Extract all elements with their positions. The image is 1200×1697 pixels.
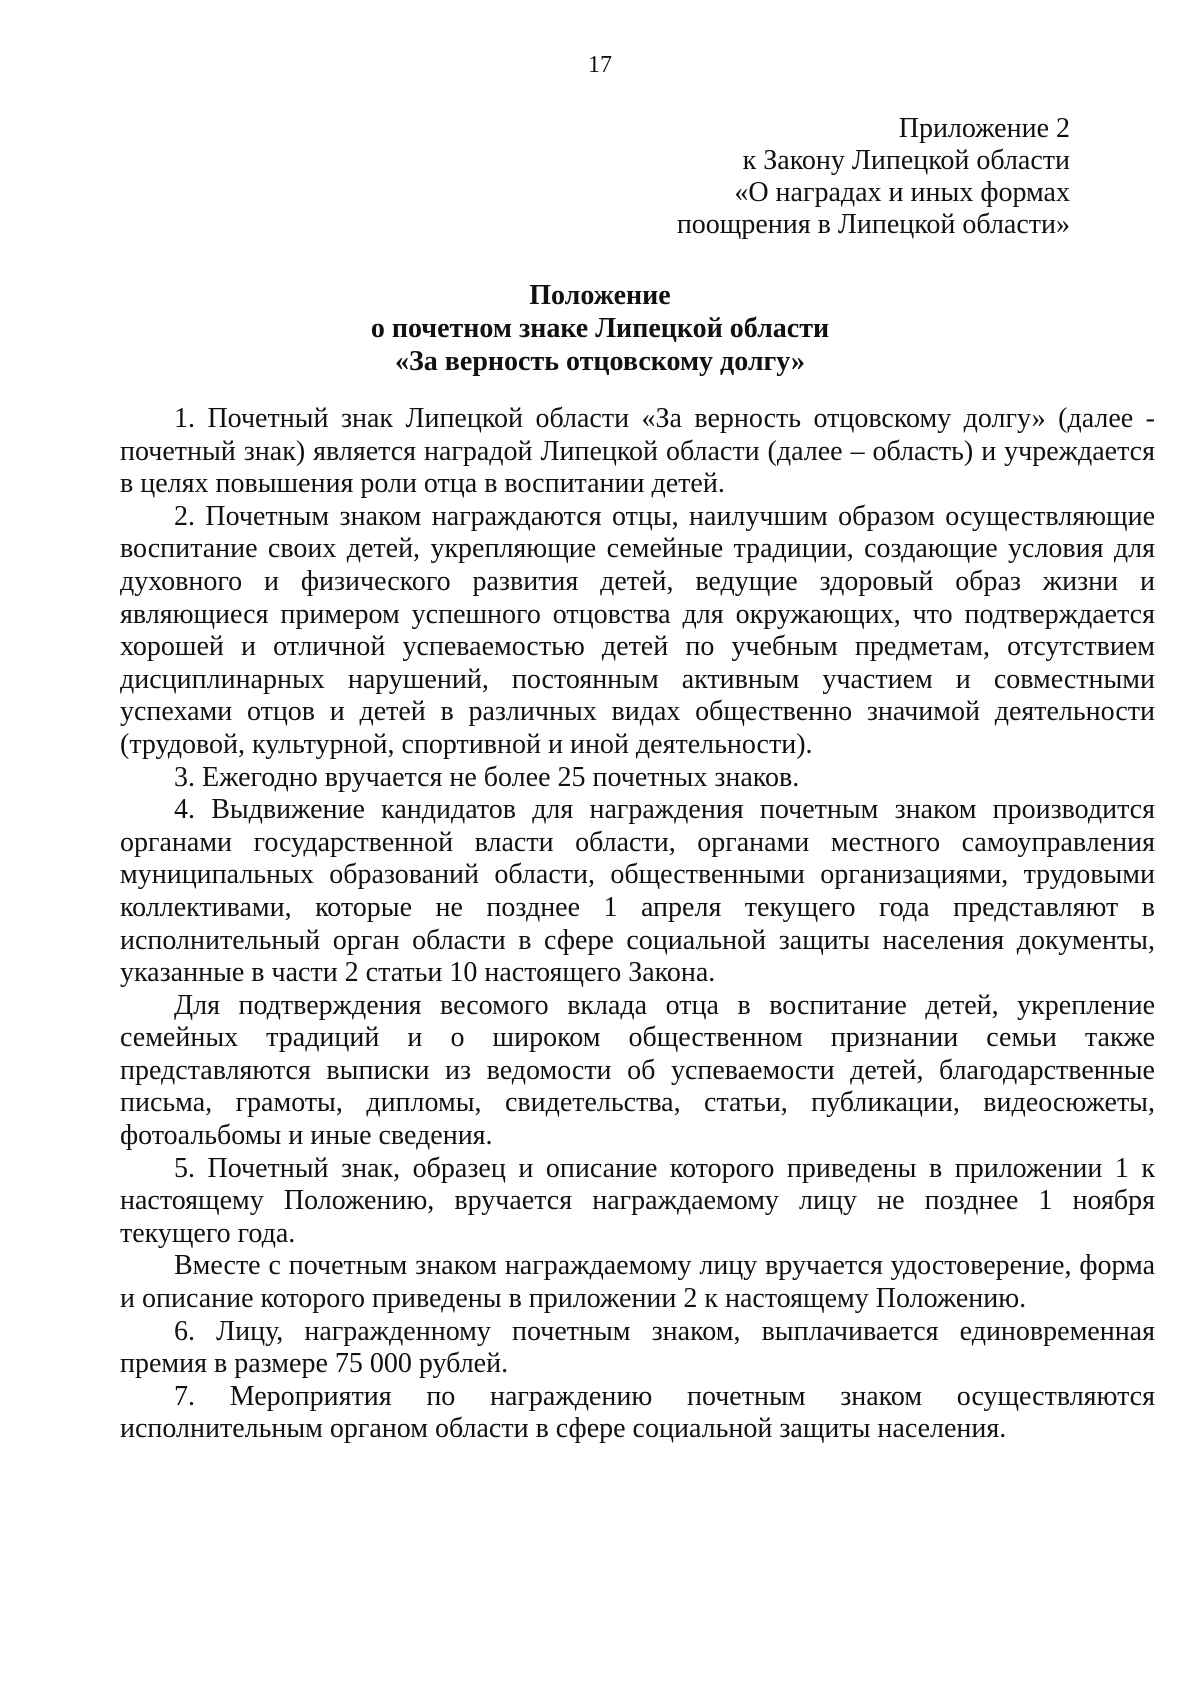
paragraph-5: 5. Почетный знак, образец и описание которого приведены в приложении 1 к настоящему Положению, вручается награждаемому лицу не позднее 1 ноября текущего года. [120, 1152, 1155, 1249]
document-title [0, 279, 1200, 378]
page-number: 17 [588, 52, 612, 78]
appendix-line-2: к Закону Липецкой области [742, 145, 1070, 176]
paragraph-3: 3. Ежегодно вручается не более 25 почетных знаков. [174, 761, 800, 793]
paragraph-1: 1. Почетный знак Липецкой области «За верность отцовскому долгу» (далее - почетный знак) является наградой Липецкой области (далее – область) и учреждается в целях повышения роли отца в воспитании детей. [120, 403, 1155, 500]
appendix-reference [677, 113, 1070, 241]
document-body [120, 403, 1155, 1446]
title-line-3: «За верность отцовскому долгу» [395, 346, 805, 377]
paragraph-6: 6. Лицу, награжденному почетным знаком, выплачивается единовременная премия в размере 75 000 рублей. [120, 1315, 1155, 1380]
appendix-line-4: поощрения в Липецкой области» [676, 209, 1070, 240]
appendix-line-3: «О наградах и иных формах [734, 177, 1070, 208]
paragraph-5-continued: Вместе с почетным знаком награждаемому лицу вручается удостоверение, форма и описание которого приведены в приложении 2 к настоящему Положению. [120, 1250, 1155, 1315]
title-line-1: Положение [529, 280, 671, 311]
paragraph-7: 7. Мероприятия по награждению почетным знаком осуществляются исполнительным органом области в сфере социальной защиты населения. [120, 1380, 1155, 1445]
paragraph-2: 2. Почетным знаком награждаются отцы, наилучшим образом осуществляющие воспитание своих детей, укрепляющие семейные традиции, создающие условия для духовного и физического развития детей, ведущие здоровый образ жизни и являющиеся примером успешного отцовства для окружающих, что подтверждается хорошей и отличной успеваемостью детей по учебным предметам, отсутствием дисциплинарных нарушений, постоянным активным участием и совместными успехами отцов и детей в различных видах общественно значимой деятельности (трудовой, культурной, спортивной и иной деятельности). [120, 500, 1155, 760]
title-line-2: о почетном знаке Липецкой области [370, 313, 830, 344]
paragraph-4: 4. Выдвижение кандидатов для награждения почетным знаком производится органами государственной власти области, органами местного самоуправления муниципальных образований области, общественными организациями, трудовыми коллективами, которые не позднее 1 апреля текущего года представляют в исполнительный орган области в сфере социальной защиты населения документы, указанные в части 2 статьи 10 настоящего Закона. [120, 794, 1155, 989]
appendix-line-1: Приложение 2 [898, 113, 1070, 144]
paragraph-4-continued: Для подтверждения весомого вклада отца в воспитание детей, укрепление семейных традиций и о широком общественном признании семьи также представляются выписки из ведомости об успеваемости детей, благодарственные письма, грамоты, дипломы, свидетельства, статьи, публикации, видеосюжеты, фотоальбомы и иные сведения. [120, 989, 1155, 1152]
